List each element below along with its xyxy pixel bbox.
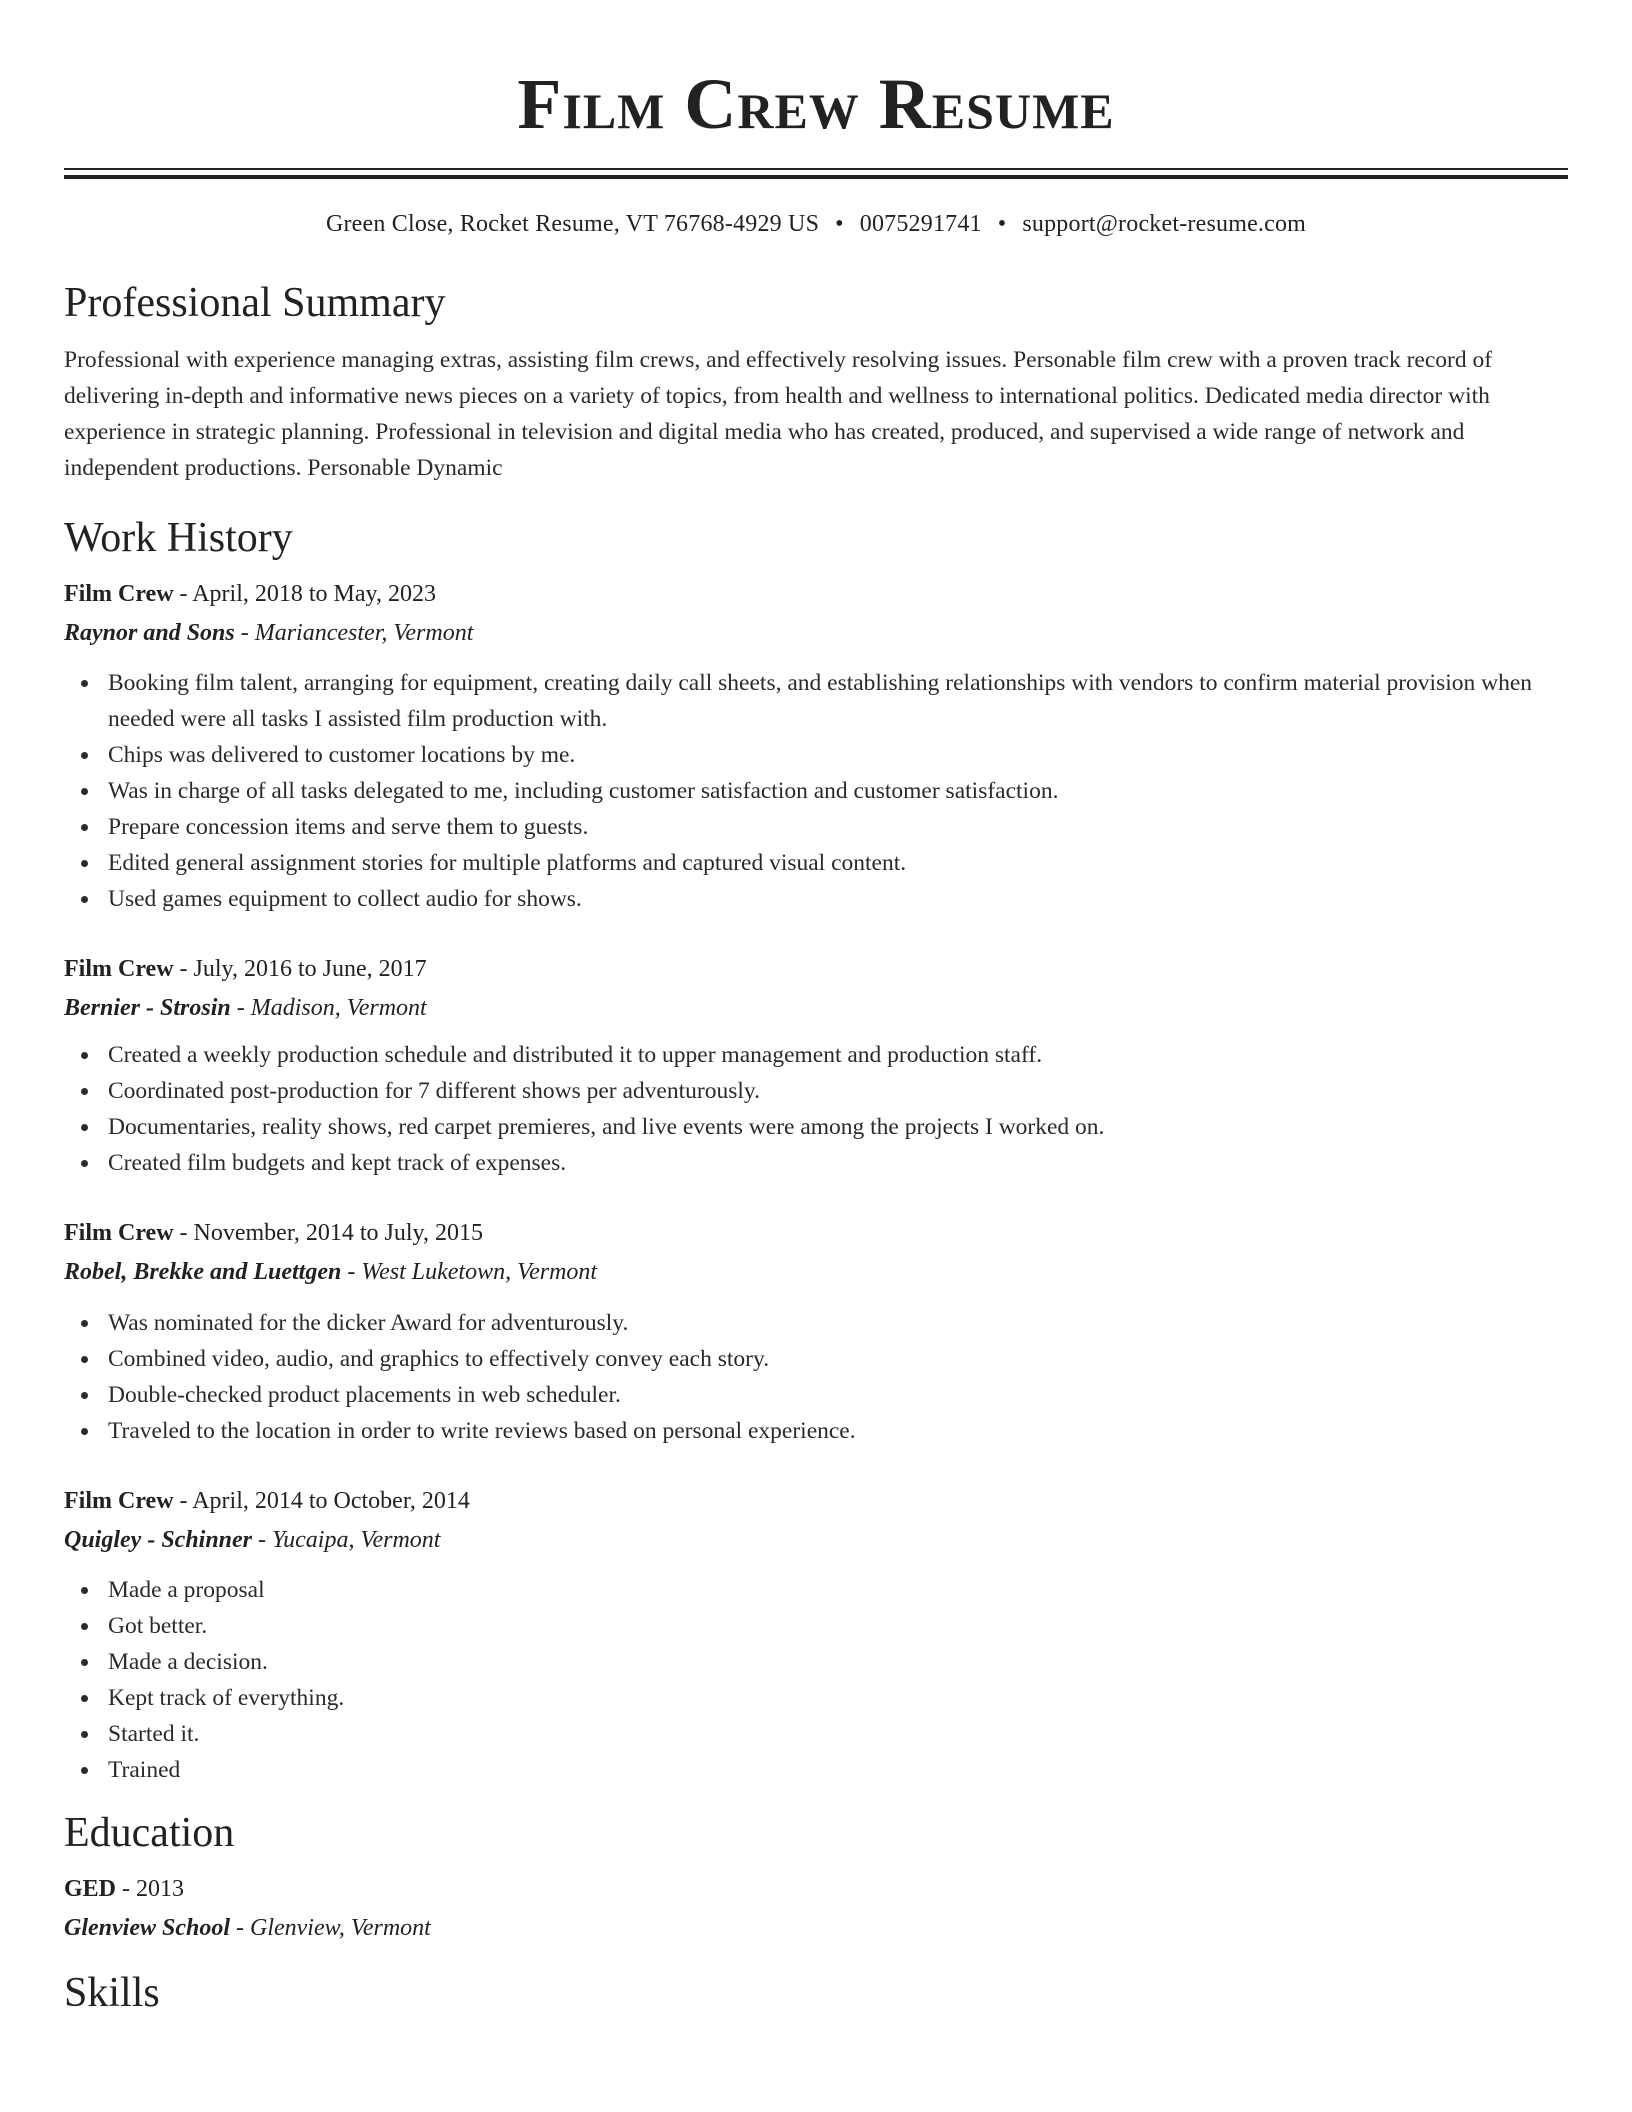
job-title-line	[64, 950, 1568, 989]
resume-title: Film Crew Resume	[517, 64, 1115, 144]
job-employer-line	[64, 1521, 1568, 1560]
job-bullet: Was nominated for the dicker Award for adventurously.	[108, 1305, 1568, 1341]
job-employer: Bernier - Strosin	[64, 995, 231, 1021]
title-divider-thin	[64, 168, 1568, 170]
job-location: - Mariancester, Vermont	[234, 620, 474, 646]
job-bullet: Got better.	[108, 1608, 1568, 1644]
job-employer-line	[64, 1253, 1568, 1292]
job-bullets	[64, 665, 1568, 917]
job-bullet: Started it.	[108, 1716, 1568, 1752]
summary-text: Professional with experience managing extras, assisting film crews, and effectively resolving issues. Personable film crew with a proven track record of delivering in-depth and informative news pieces on a variety of topics, from health and wellness to international politics. Dedicated media director with experience in strategic planning. Professional in television and digital media who has created, produced, and supervised a wide range of network and independent productions. Personable Dynamic	[64, 347, 1493, 481]
job-location: - West Luketown, Vermont	[341, 1259, 598, 1285]
job-title-line	[64, 1482, 1568, 1521]
job-dates: - April, 2018 to May, 2023	[173, 581, 436, 607]
skills-heading: Skills	[64, 1970, 160, 2016]
summary-heading: Professional Summary	[64, 280, 446, 326]
job-bullet: Kept track of everything.	[108, 1680, 1568, 1716]
job-title-line	[64, 1214, 1568, 1253]
education-degree-line	[64, 1870, 1568, 1909]
job-bullets	[64, 1037, 1568, 1181]
job-dates: - July, 2016 to June, 2017	[173, 956, 427, 982]
contact-phone: 0075291741	[859, 211, 982, 237]
job-dates: - April, 2014 to October, 2014	[173, 1488, 470, 1514]
contact-separator: •	[835, 211, 844, 237]
job-bullet: Created a weekly production schedule and distributed it to upper management and production staff.	[108, 1037, 1568, 1073]
education-degree: GED	[64, 1876, 117, 1902]
job-bullet: Prepare concession items and serve them to guests.	[108, 809, 1568, 845]
job-bullet: Made a decision.	[108, 1644, 1568, 1680]
job-employer: Quigley - Schinner	[64, 1527, 253, 1553]
job-bullet: Documentaries, reality shows, red carpet premieres, and live events were among the projects I worked on.	[108, 1109, 1568, 1145]
job-bullets	[64, 1305, 1568, 1449]
job-bullet: Trained	[108, 1752, 1568, 1788]
work-history-heading: Work History	[64, 515, 293, 561]
job-bullet: Created film budgets and kept track of expenses.	[108, 1145, 1568, 1181]
job-bullet: Was in charge of all tasks delegated to me, including customer satisfaction and customer satisfaction.	[108, 773, 1568, 809]
job-title: Film Crew	[64, 581, 174, 607]
education-year: - 2013	[116, 1876, 185, 1902]
contact-separator: •	[997, 211, 1007, 237]
job-entry	[64, 575, 1568, 917]
job-title: Film Crew	[64, 1488, 174, 1514]
resume-page	[64, 0, 1568, 2018]
job-location: - Yucaipa, Vermont	[252, 1527, 441, 1553]
job-title-line	[64, 575, 1568, 614]
education-heading: Education	[64, 1810, 235, 1856]
job-bullet: Double-checked product placements in web scheduler.	[108, 1377, 1568, 1413]
job-bullet: Combined video, audio, and graphics to effectively convey each story.	[108, 1341, 1568, 1377]
job-bullet: Chips was delivered to customer locations by me.	[108, 737, 1568, 773]
education-location: - Glenview, Vermont	[230, 1915, 431, 1941]
job-bullet: Edited general assignment stories for multiple platforms and captured visual content.	[108, 845, 1568, 881]
job-bullet: Made a proposal	[108, 1572, 1568, 1608]
job-title: Film Crew	[64, 1220, 174, 1246]
job-bullet: Used games equipment to collect audio for shows.	[108, 881, 1568, 917]
contact-email: support@rocket-resume.com	[1022, 211, 1307, 237]
contact-address: Green Close, Rocket Resume, VT 76768-4929 US	[325, 211, 820, 237]
job-employer: Raynor and Sons	[64, 620, 235, 646]
job-location: - Madison, Vermont	[230, 995, 427, 1021]
job-entry	[64, 1214, 1568, 1449]
contact-line	[64, 209, 1568, 239]
education-school-line	[64, 1909, 1568, 1948]
title-divider-thick	[64, 175, 1568, 179]
job-employer: Robel, Brekke and Luettgen	[64, 1259, 342, 1285]
education-school: Glenview School	[64, 1915, 230, 1941]
job-entry	[64, 950, 1568, 1181]
job-bullet: Booking film talent, arranging for equipment, creating daily call sheets, and establishing relationships with vendors to confirm material provision when needed were all tasks I assisted film production with.	[108, 665, 1568, 737]
job-entry	[64, 1482, 1568, 1788]
job-dates: - November, 2014 to July, 2015	[173, 1220, 483, 1246]
job-bullets	[64, 1572, 1568, 1788]
job-bullet: Traveled to the location in order to write reviews based on personal experience.	[108, 1413, 1568, 1449]
job-bullet: Coordinated post-production for 7 different shows per adventurously.	[108, 1073, 1568, 1109]
job-employer-line	[64, 989, 1568, 1028]
education-entry	[64, 1870, 1568, 1948]
job-title: Film Crew	[64, 956, 174, 982]
job-employer-line	[64, 614, 1568, 653]
